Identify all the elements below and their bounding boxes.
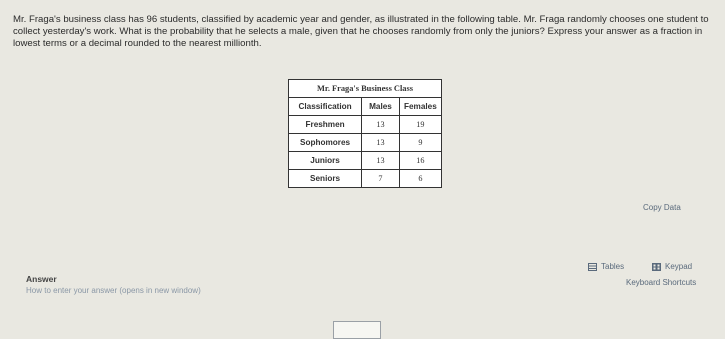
table-title: Mr. Fraga's Business Class [288, 79, 442, 97]
keypad-label: Keypad [665, 262, 693, 271]
cell-males: 7 [362, 170, 400, 188]
row-label: Sophomores [289, 134, 362, 152]
table-icon [588, 263, 597, 271]
table-row [289, 170, 442, 188]
header-females: Females [399, 98, 441, 116]
cell-females: 16 [399, 152, 441, 170]
row-label: Freshmen [289, 116, 362, 134]
header-males: Males [362, 98, 400, 116]
row-label: Seniors [289, 170, 362, 188]
cell-females: 6 [399, 170, 441, 188]
keypad-icon [652, 263, 661, 271]
business-class-table [288, 79, 442, 188]
keyboard-shortcuts-link[interactable]: Keyboard Shortcuts [626, 278, 697, 287]
cell-females: 9 [399, 134, 441, 152]
cell-males: 13 [362, 152, 400, 170]
table-row [289, 116, 442, 134]
table-header-row [289, 98, 442, 116]
table-row [289, 152, 442, 170]
tables-button[interactable] [588, 262, 624, 271]
cell-females: 19 [399, 116, 441, 134]
answer-help-link[interactable]: How to enter your answer (opens in new window) [26, 286, 201, 295]
cell-males: 13 [362, 116, 400, 134]
header-classification: Classification [289, 98, 362, 116]
data-table [288, 97, 442, 188]
answer-label: Answer [26, 274, 57, 284]
keypad-button[interactable] [652, 262, 692, 271]
cell-males: 13 [362, 134, 400, 152]
copy-data-button[interactable]: Copy Data [643, 203, 681, 212]
table-row [289, 134, 442, 152]
answer-input[interactable] [333, 321, 381, 339]
tables-label: Tables [601, 262, 625, 271]
row-label: Juniors [289, 152, 362, 170]
question-text: Mr. Fraga's business class has 96 students, classified by academic year and gender, as illustrated in the following table. Mr. Fraga randomly chooses one student to collect yesterday's work. What is the probability that he selects a male, given that he chooses randomly from only the juniors? Express your answer as a fraction in lowest terms or a decimal rounded to the nearest millionth. [13, 14, 709, 49]
